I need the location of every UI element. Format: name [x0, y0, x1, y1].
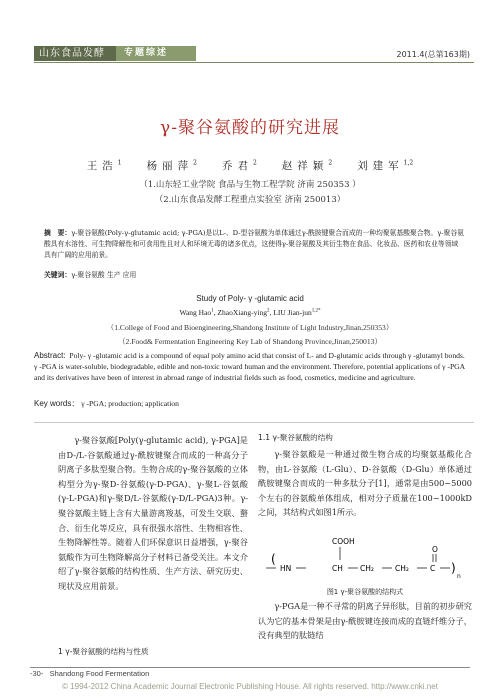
english-author-sup: 1,2*: [311, 308, 321, 314]
formula-bracket-left: (: [271, 552, 276, 566]
page-footer: [30, 669, 149, 678]
english-affiliation-2: （2.Food& Fermentation Engineering Key Lab of Shandong Province,Jinan,250013）: [117, 337, 383, 346]
affiliation-1: （1.山东轻工业学院 食品与生物工程学院 济南 250353 ）: [139, 180, 361, 190]
abstract-cn-text: γ-聚谷氨酸(Poly-γ-glutamic acid; γ-PGA)是以L-、D-型谷氨酸为单体通过γ-酰胺键聚合而成的一种均聚氨基酸聚合物。γ-聚谷氨酸具有水溶性、可生物降解性和可食用性且对人和环境无毒的诸多优点，这使得γ-聚谷氨酸及其衍生物在食品、化妆品、医药和农业等领域具有广阔的应用前景。: [44, 229, 464, 260]
english-keywords-label: Key words：: [34, 399, 80, 408]
intro-paragraph: [58, 433, 248, 594]
english-author-name: LIU Jian-jun: [273, 308, 312, 317]
formula-carbon: C: [430, 564, 436, 573]
copyright-notice: © 1994-2012 China Academic Journal Electronic Publishing House. All rights reserved. http://www.cnki.net: [62, 682, 438, 691]
english-keywords-text: γ -PGA; production; application: [81, 399, 179, 408]
column-label: 专题综述: [116, 46, 196, 61]
formula-bracket-right: ): [451, 561, 456, 575]
section-heading-1: 1 γ-聚谷氨酸的结构与性质: [58, 647, 149, 656]
author-sup: 2: [328, 159, 333, 167]
english-title: Study of Poly- γ -glutamic acid: [196, 294, 304, 303]
author-name: 乔君: [221, 160, 253, 172]
structural-formula: [262, 534, 470, 586]
english-abstract-label: Abstract:: [34, 351, 66, 360]
english-author-list: Wang Hao$^1$, ZhaoXiang-ying$^2$, LIU Jian-jun$^{1,2*}$: [179, 308, 321, 317]
english-author-sup: 1: [211, 308, 214, 314]
formula-cooh: COOH: [332, 537, 355, 546]
english-abstract-text: Poly- γ -glutamic acid is a compound of equal poly amino acid that consist of L- and D-glutamic acids through γ -glutamyl bonds. γ -PGA is water-soluble, biodegradable, edible and non-toxic toward human and the environment. Therefore, potential applications of γ -PGA and its derivatives have been of interest in abroad range of industrial fields such as food, cosmetics, medicine and agriculture.: [34, 351, 465, 382]
author-name: 杨丽萍: [146, 160, 194, 172]
author-sup: 1,2: [403, 159, 414, 167]
author-name: 王浩: [86, 160, 118, 172]
figure-caption: 图1 γ-聚谷氨酸的结构式: [326, 588, 404, 596]
keywords-cn-label: 关键词：: [44, 271, 72, 279]
keywords-cn: [44, 269, 136, 279]
english-author-name: Wang Hao: [179, 308, 212, 317]
abstract-cn-label: 摘 要：: [44, 229, 72, 237]
footer-rule: [30, 667, 470, 668]
english-affiliation-1: （1.College of Food and Bioengineering,Shandong Institute of Light Industry,Jinan,250353）: [106, 323, 394, 332]
author-name: 赵祥颖: [281, 160, 329, 172]
intro-text: γ-聚谷氨酸[Poly(γ-glutamic acid), γ-PGA]是由D-/L-谷氨酸通过γ-酰胺键聚合而成的一种高分子阴离子多肽型聚合物。生物合成的γ-聚谷氨酸的立体构型分为γ-聚D-谷氨酸(γ-D-PGA)、γ-聚L-谷氨酸(γ-L-PGA)和γ-聚D/L-谷氨酸(γ-D/L-PGA)3种。γ-聚谷氨酸主链上含有大量游离羧基，可发生交联、螯合、衍生化等反应，具有很强水溶性、生物相容性、生物降解性等。随着人们环保意识日益增强，γ-聚谷氨酸作为可生物降解高分子材料已备受关注。本文介绍了γ-聚谷氨酸的结构性质、生产方法、研究历史、现状及应用前景。: [58, 435, 248, 591]
header-rule: [34, 62, 474, 63]
author-sup: 2: [252, 159, 257, 167]
author-sup: 2: [193, 159, 197, 167]
paper-title: γ-聚谷氨酸的研究进展: [160, 118, 340, 138]
journal-name: 山东食品发酵: [34, 46, 117, 61]
author-list: [0, 158, 500, 173]
issue-label: 2011.4(总第163期): [396, 50, 470, 59]
affiliation-2: （2.山东食品发酵工程重点实验室 济南 250013）: [154, 195, 346, 205]
formula-ch2-b: CH₂: [395, 564, 409, 573]
keywords-cn-text: γ-聚谷氨酸 生产 应用: [71, 271, 137, 279]
subsection-heading-1-1: 1.1 γ-聚谷氨酸的结构: [258, 433, 333, 442]
english-author-sup: 2: [266, 308, 270, 314]
structure-text: γ-聚谷氨酸是一种通过微生物合成的均聚氨基酸化合物，由L-谷氨酸（L-Glu）、D-谷氨酸（D-Glu）单体通过酰胺键聚合而成的一种多肽分子[1]，通常是由500~5000个左右的谷氨酸单体组成，相对分子质量在100~1000kD之间，其结构式如图1所示。: [258, 449, 472, 518]
footer-journal: Shandong Food Fermentation: [49, 669, 150, 678]
abstract-cn: [44, 228, 464, 262]
formula-ch: CH: [332, 564, 343, 573]
english-abstract: [34, 350, 470, 383]
formula-n: n: [457, 573, 461, 580]
formula-oxygen: O: [432, 545, 438, 554]
author-sup: 1: [117, 159, 122, 167]
author-name: 刘建军: [357, 160, 404, 172]
english-keywords: [34, 398, 179, 409]
page-number: -30-: [30, 669, 44, 678]
pga-paragraph: [258, 599, 472, 643]
formula-ch2-a: CH₂: [360, 564, 374, 573]
english-author-name: ZhaoXiang-ying: [217, 308, 267, 317]
pga-text: γ-PGA是一种不寻常的阴离子异形肽，目前的初步研究认为它的基本骨架是由γ-酰胺键连接而成的直链纤维分子，没有典型的肽链结: [258, 601, 472, 641]
formula-hn: HN: [280, 564, 292, 573]
section-divider: [34, 422, 474, 423]
structure-paragraph: [258, 447, 472, 520]
